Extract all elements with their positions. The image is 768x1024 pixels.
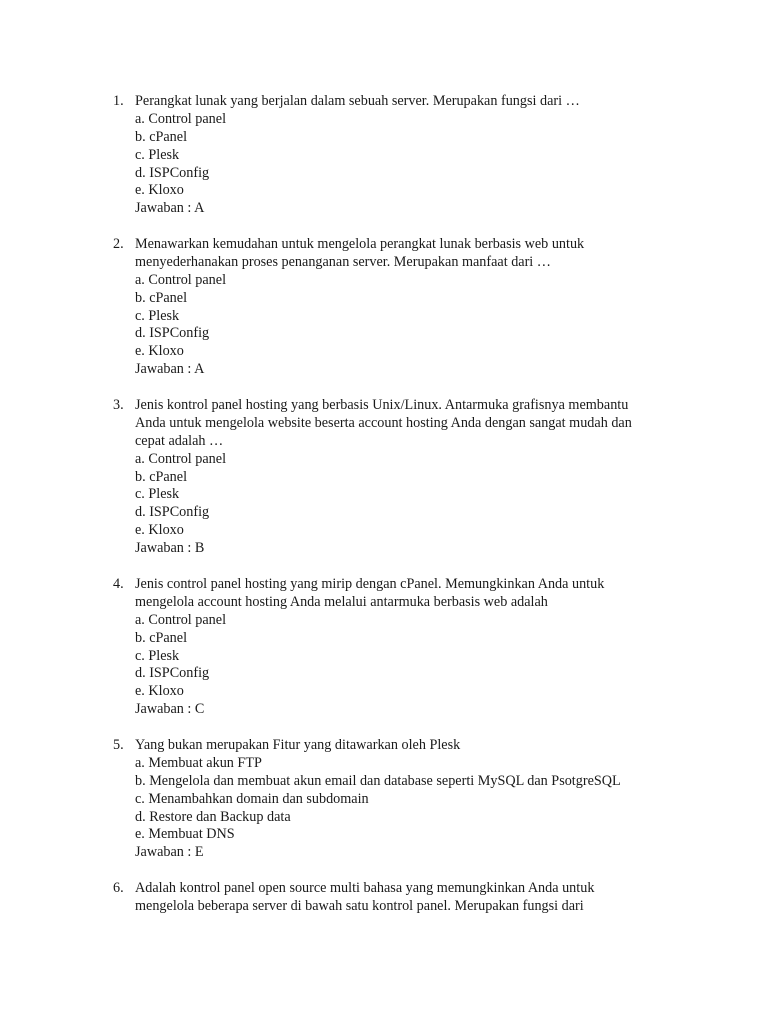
question-text: Anda untuk mengelola website beserta account hosting Anda dengan sangat mudah dan (135, 414, 632, 431)
option-c: c. Menambahkan domain dan subdomain (135, 790, 369, 807)
option-e: e. Kloxo (135, 343, 184, 360)
answer-key: Jawaban : B (135, 540, 205, 557)
question-text: Jenis control panel hosting yang mirip dengan cPanel. Memungkinkan Anda untuk (135, 576, 605, 592)
option-d: d. ISPConfig (135, 665, 210, 682)
question-text: Adalah kontrol panel open source multi bahasa yang memungkinkan Anda untuk (135, 880, 595, 896)
question-5 (0, 737, 768, 862)
question-text: mengelola beberapa server di bawah satu kontrol panel. Merupakan fungsi dari (135, 897, 584, 914)
option-c: c. Plesk (135, 647, 180, 664)
option-b: b. cPanel (135, 468, 188, 485)
option-a: a. Control panel (135, 450, 227, 467)
option-e: e. Membuat DNS (135, 826, 235, 843)
option-c: c. Plesk (135, 146, 180, 163)
question-number: 4. (113, 576, 124, 592)
answer-key: Jawaban : A (135, 200, 205, 217)
answer-key: Jawaban : C (135, 701, 205, 718)
option-b: b. Mengelola dan membuat akun email dan database seperti MySQL dan PsotgreSQL (135, 772, 621, 789)
question-text: cepat adalah … (135, 432, 224, 449)
question-text: Menawarkan kemudahan untuk mengelola perangkat lunak berbasis web untuk (135, 236, 585, 252)
question-text: Yang bukan merupakan Fitur yang ditawarkan oleh Plesk (135, 737, 461, 753)
option-e: e. Kloxo (135, 683, 184, 700)
option-d: d. Restore dan Backup data (135, 808, 291, 825)
question-text: Perangkat lunak yang berjalan dalam sebuah server. Merupakan fungsi dari … (135, 93, 580, 109)
question-number: 2. (113, 236, 124, 252)
option-d: d. ISPConfig (135, 325, 210, 342)
question-number: 1. (113, 93, 124, 109)
option-e: e. Kloxo (135, 182, 184, 199)
option-c: c. Plesk (135, 307, 180, 324)
option-b: b. cPanel (135, 629, 188, 646)
option-c: c. Plesk (135, 486, 180, 503)
question-6 (0, 880, 768, 916)
question-1 (0, 93, 768, 218)
question-number: 5. (113, 737, 124, 753)
option-d: d. ISPConfig (135, 164, 210, 181)
option-d: d. ISPConfig (135, 504, 210, 521)
question-text: mengelola account hosting Anda melalui antarmuka berbasis web adalah (135, 593, 548, 610)
option-b: b. cPanel (135, 289, 188, 306)
question-number: 6. (113, 880, 124, 896)
option-a: a. Control panel (135, 271, 227, 288)
option-a: a. Membuat akun FTP (135, 754, 262, 771)
question-number: 3. (113, 397, 124, 413)
question-text: Jenis kontrol panel hosting yang berbasis Unix/Linux. Antarmuka grafisnya membantu (135, 397, 629, 413)
option-a: a. Control panel (135, 110, 227, 127)
question-4 (0, 576, 768, 719)
question-2 (0, 236, 768, 379)
option-e: e. Kloxo (135, 522, 184, 539)
option-b: b. cPanel (135, 128, 188, 145)
answer-key: Jawaban : A (135, 361, 205, 378)
question-3 (0, 397, 768, 558)
answer-key: Jawaban : E (135, 844, 204, 861)
option-a: a. Control panel (135, 611, 227, 628)
question-text: menyederhanakan proses penanganan server. Merupakan manfaat dari … (135, 253, 551, 270)
